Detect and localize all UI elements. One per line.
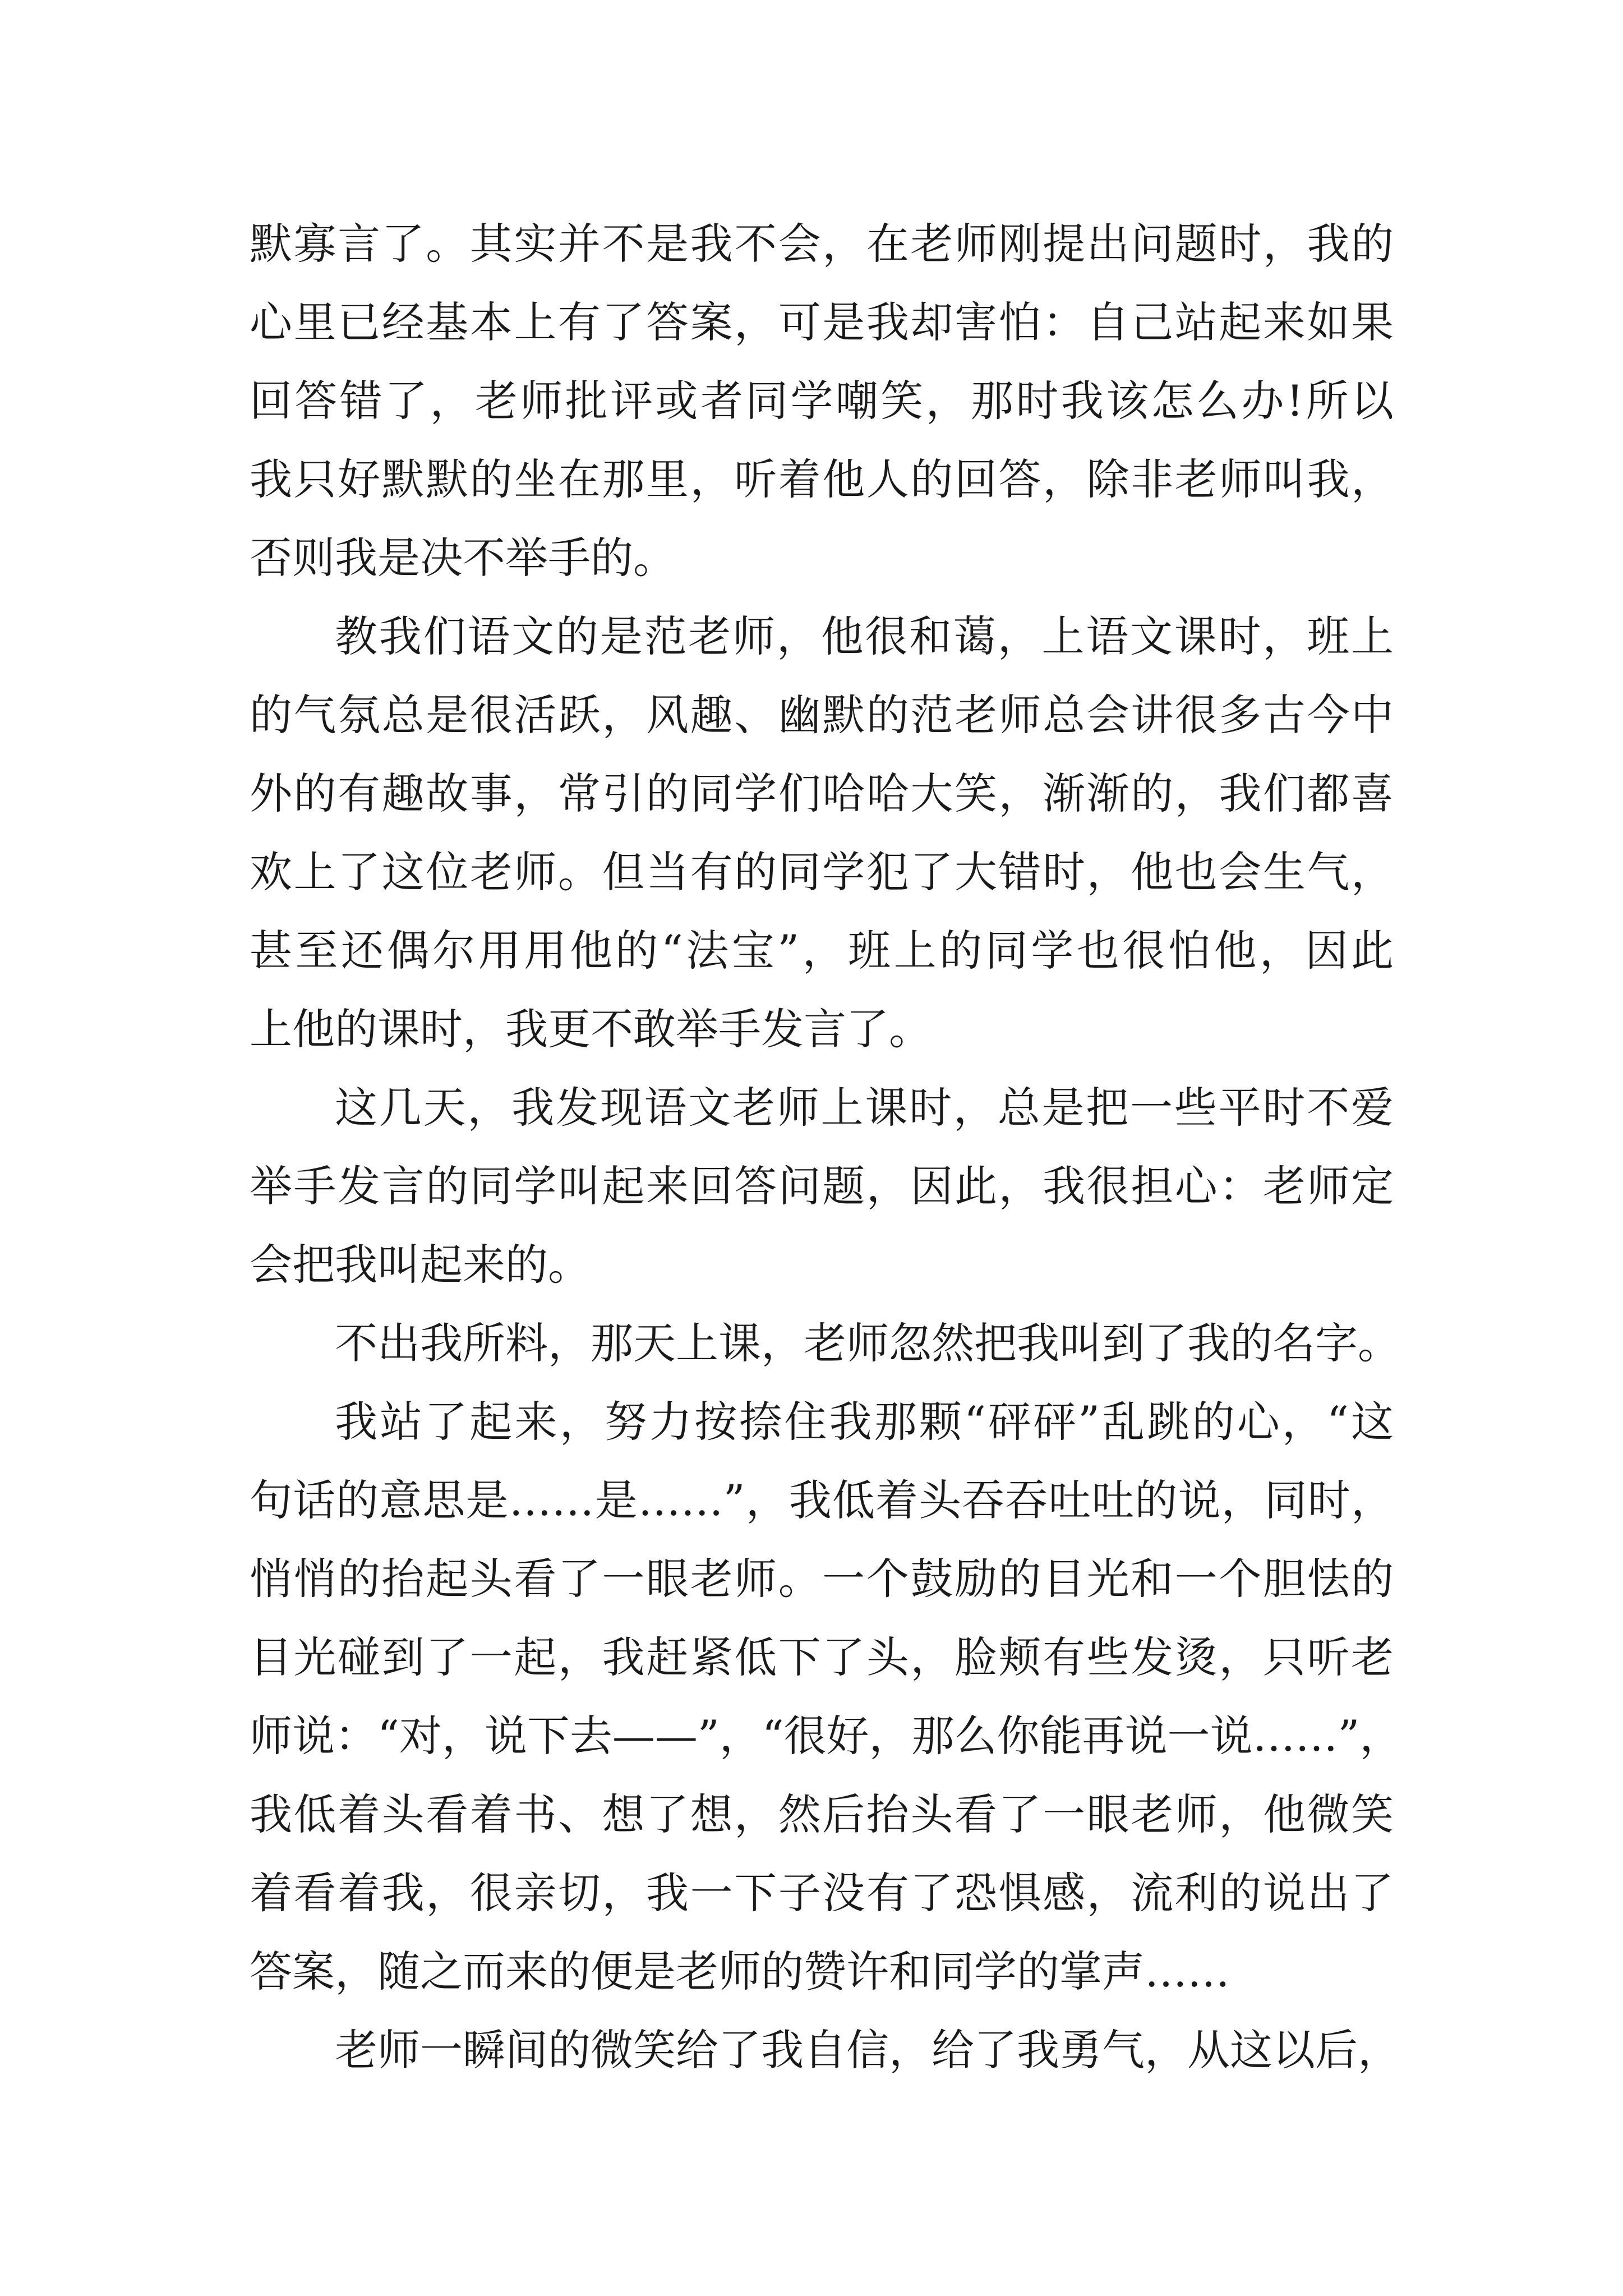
text-line-content: 师说：“对，说下去——”，“很好，那么你能再说一说……”， [250, 1711, 1403, 1761]
text-line [250, 283, 1394, 362]
text-line [250, 1383, 1394, 1461]
text-line [250, 754, 1394, 833]
text-line [250, 990, 1394, 1069]
text-line-content: 会把我叫起来的。 [250, 1240, 591, 1290]
text-line [250, 519, 1394, 597]
text-line [250, 440, 1394, 519]
text-line-content: 欢上了这位老师。但当有的同学犯了大错时，他也会生气， [250, 847, 1394, 897]
text-line [250, 1226, 1394, 1304]
text-line-content: 答案，随之而来的便是老师的赞许和同学的掌声…… [250, 1947, 1230, 1996]
text-line [250, 1932, 1394, 2011]
text-line-content: 甚至还偶尔用用他的“法宝”，班上的同学也很怕他，因此 [250, 926, 1394, 976]
text-line-content: 教我们语文的是范老师，他很和蔼，上语文课时，班上 [335, 611, 1394, 661]
essay-text-body [250, 205, 1403, 2090]
text-line-content: 我站了起来，努力按捺住我那颗“砰砰”乱跳的心，“这 [335, 1397, 1394, 1447]
text-line [250, 1069, 1394, 1147]
text-line [250, 833, 1394, 912]
text-line [250, 205, 1394, 283]
text-line-content: 外的有趣故事，常引的同学们哈哈大笑，渐渐的，我们都喜 [250, 769, 1394, 818]
text-line-content: 的气氛总是很活跃，风趣、幽默的范老师总会讲很多古今中 [250, 690, 1394, 740]
text-line [250, 597, 1394, 676]
text-line-content: 这几天，我发现语文老师上课时，总是把一些平时不爱 [335, 1083, 1394, 1133]
text-line [250, 1618, 1394, 1697]
text-line [250, 2011, 1400, 2090]
text-line-content: 回答错了，老师批评或者同学嘲笑，那时我该怎么办!所以 [250, 376, 1394, 426]
text-line [250, 1147, 1394, 1226]
text-line [250, 1775, 1394, 1854]
text-line-content: 句话的意思是……是……”，我低着头吞吞吐吐的说，同时， [250, 1475, 1394, 1525]
text-line-content: 我低着头看着书、想了想，然后抬头看了一眼老师，他微笑 [250, 1789, 1394, 1839]
text-line [250, 912, 1394, 990]
text-line-content: 否则我是决不举手的。 [250, 533, 676, 583]
text-line-content: 我只好默默的坐在那里，听着他人的回答，除非老师叫我， [250, 454, 1394, 504]
text-line [250, 1854, 1394, 1932]
text-line [250, 1461, 1394, 1540]
text-line-content: 不出我所料，那天上课，老师忽然把我叫到了我的名字。 [335, 1318, 1400, 1368]
text-line [250, 1540, 1394, 1618]
text-line-content: 默寡言了。其实并不是我不会，在老师刚提出问题时，我的 [250, 219, 1394, 269]
text-line-content: 心里已经基本上有了答案，可是我却害怕：自己站起来如果 [250, 297, 1394, 347]
text-line [250, 1304, 1400, 1383]
text-line-content: 目光碰到了一起，我赶紧低下了头，脸颊有些发烫，只听老 [250, 1632, 1394, 1682]
text-line-content: 着看着我，很亲切，我一下子没有了恐惧感，流利的说出了 [250, 1868, 1394, 1918]
text-line [250, 1697, 1403, 1775]
text-line [250, 362, 1394, 440]
text-line-content: 悄悄的抬起头看了一眼老师。一个鼓励的目光和一个胆怯的 [250, 1554, 1394, 1604]
text-line-content: 老师一瞬间的微笑给了我自信，给了我勇气，从这以后， [335, 2025, 1400, 2075]
text-line-content: 举手发言的同学叫起来回答问题，因此，我很担心：老师定 [250, 1161, 1394, 1211]
text-line-content: 上他的课时，我更不敢举手发言了。 [250, 1004, 932, 1054]
text-line [250, 676, 1394, 754]
